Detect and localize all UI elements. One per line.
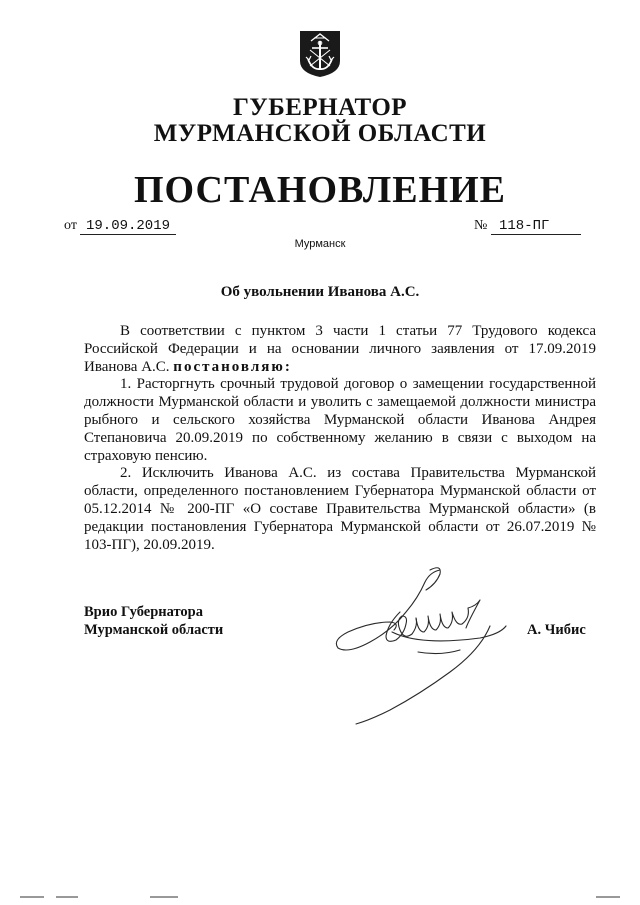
body-paragraph-1 xyxy=(84,323,596,376)
document-type-heading: ПОСТАНОВЛЕНИЕ xyxy=(133,169,507,211)
signatory-title-line1: Врио Губернатора xyxy=(84,604,203,620)
document-body xyxy=(84,323,596,554)
decree-word: постановляю: xyxy=(173,358,292,375)
signatory-name: А. Чибис xyxy=(527,622,586,638)
body-paragraph-3: 2. Исключить Иванова А.С. из состава Правительства Мурманской области, определенного постановлением Губернатора Мурманской области от 05.12.2014 № 200-ПГ «О составе Правительства Мурманской области» (в редакции постановления Губернатора Мурманской области от 26.07.2019 № 103-ПГ), 20.09.2019. xyxy=(84,465,596,553)
number-prefix: № xyxy=(474,218,488,233)
preamble-text: В соответствии с пунктом 3 части 1 статьи 77 Трудового кодекса Российской Федерации и на основании личного заявления от 17.09.2019 Иванова А.С. xyxy=(84,323,596,375)
authority-title-line1: ГУБЕРНАТОР xyxy=(232,94,408,121)
scan-edge-marks xyxy=(0,893,640,905)
coat-of-arms-icon xyxy=(297,27,343,79)
signatory-title-line2: Мурманской области xyxy=(84,622,224,638)
body-paragraph-2: 1. Расторгнуть срочный трудовой договор о замещении государственной должности Мурманской области и уволить с замещаемой должности министра рыбного и сельского хозяйства Мурманской области Иванова Андрея Степановича 20.09.2019 по собственному желанию в связи с выходом на страховую пенсию. xyxy=(84,376,596,464)
date-prefix: от xyxy=(64,218,77,233)
document-date: 19.09.2019 xyxy=(80,218,176,235)
handwritten-signature-icon xyxy=(330,560,530,730)
city-name: Мурманск xyxy=(294,238,346,250)
document-subject: Об увольнении Иванова А.С. xyxy=(220,284,420,300)
document-number: 118-ПГ xyxy=(491,218,581,235)
authority-title-line2: МУРМАНСКОЙ ОБЛАСТИ xyxy=(153,120,487,147)
signatory-title xyxy=(84,603,223,639)
